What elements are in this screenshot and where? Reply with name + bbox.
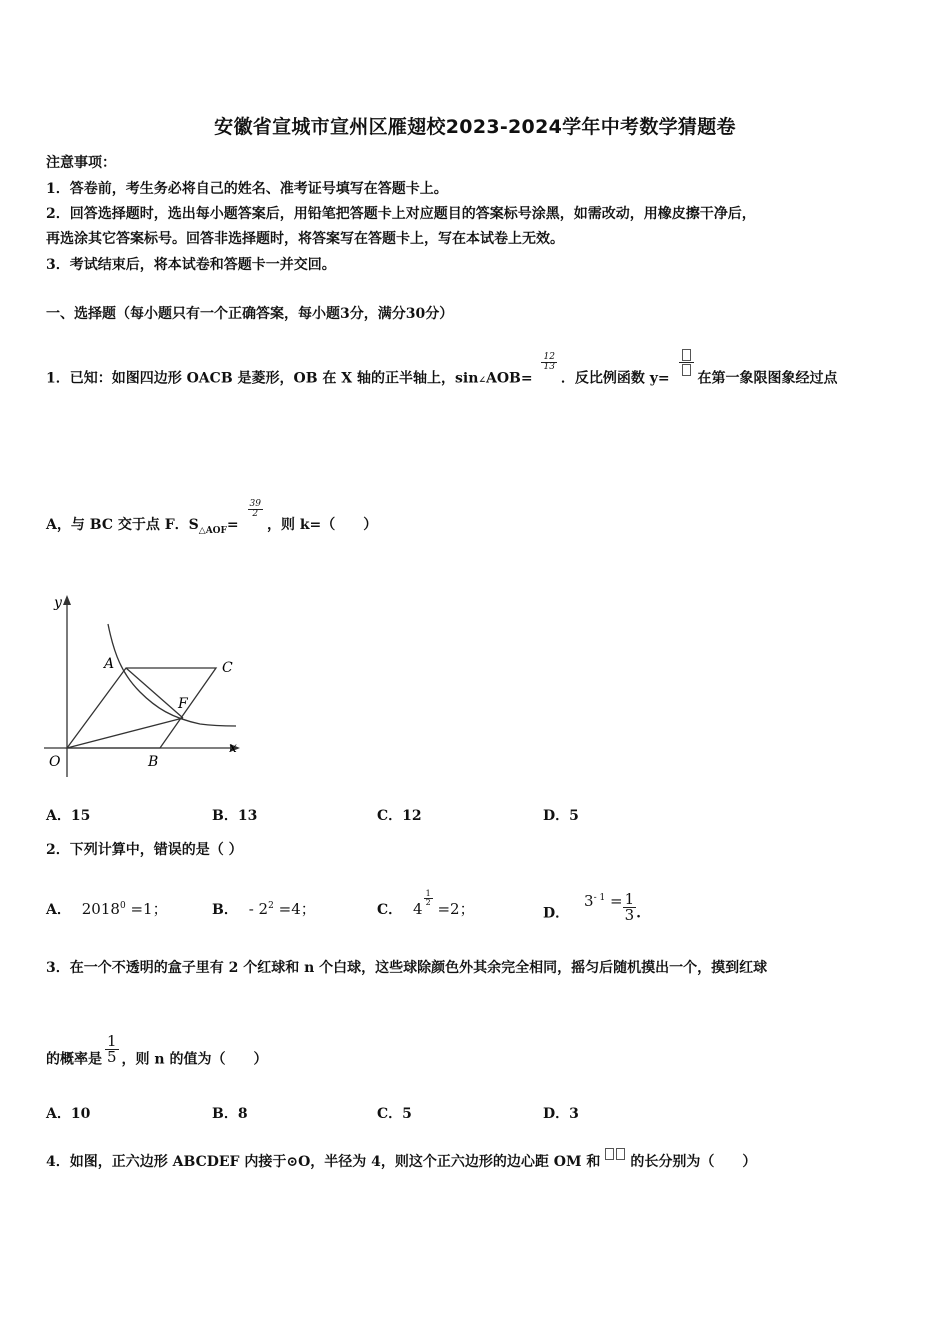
q2-b-label: B． (212, 902, 238, 918)
notice-line-1: 1．答卷前，考生务必将自己的姓名、准考证号填写在答题卡上。 (46, 181, 448, 197)
q1-text-2: AOB= (485, 370, 533, 387)
question-4-stem (46, 1151, 756, 1171)
q3-option-c[interactable]: C．5 (377, 1106, 412, 1122)
q2-c-base: 4 (413, 900, 423, 918)
missing-glyph-icon (616, 1148, 625, 1160)
q2-d-equals: = (609, 891, 623, 910)
q2-option-c[interactable] (377, 888, 475, 919)
q1-area-numerator: 39 (249, 498, 261, 509)
q1-option-c[interactable]: C．12 (377, 808, 422, 824)
q4-missing-glyphs (604, 1146, 626, 1162)
q1-text-5: A，与 BC 交于点 F．S (46, 517, 199, 533)
question-1-line-2 (46, 498, 378, 536)
rhombus-hyperbola-figure (40, 592, 250, 782)
q3-text-2: ，则 n 的值为（ ） (121, 1051, 268, 1068)
q2-d-base: 3 (584, 891, 594, 910)
q3-text-1: 的概率是 (46, 1051, 102, 1068)
q1-text-7: ，则 k=（ ） (266, 517, 378, 533)
q3-option-b[interactable]: B．8 (212, 1106, 248, 1122)
q1-area-denominator: 2 (252, 508, 259, 519)
notice-line-2a: 2．回答选择题时，选出每小题答案后，用铅笔把答题卡上对应题目的答案标号涂黑，如需改动，用橡皮擦干净后， (46, 206, 756, 222)
q2-option-a[interactable] (46, 898, 168, 919)
q2-a-label: A． (46, 902, 71, 918)
q4-text-2: 的长分别为（ ） (630, 1154, 757, 1170)
page-title: 安徽省宣城市宣州区雁翅校2023-2024学年中考数学猜题卷 (214, 116, 736, 138)
label-y: y (54, 595, 62, 611)
q1-k-over-x-fraction (679, 348, 694, 377)
q2-d-exponent: - 1 (593, 892, 606, 903)
q3-p-denominator: 5 (107, 1048, 117, 1066)
q3-probability-fraction (105, 1034, 119, 1065)
q1-text-1: 1．已知：如图四边形 OACB 是菱形，OB 在 X 轴的正半轴上，sin (46, 370, 479, 387)
label-a: A (104, 656, 115, 672)
q2-b-exponent: 2 (268, 901, 274, 911)
q1-sin-denominator: 13 (543, 362, 555, 372)
q1-area-subscript: △AOF (198, 525, 227, 536)
label-f: F (178, 696, 188, 712)
q2-c-exp-denominator: 2 (425, 897, 431, 907)
q2-c-exponent-fraction (424, 890, 433, 907)
q2-d-label: D． (543, 905, 570, 922)
section-heading: 一、选择题（每小题只有一个正确答案，每小题3分，满分30分） (46, 306, 454, 322)
missing-glyph-icon (682, 364, 691, 376)
q2-d-end: . (636, 905, 641, 922)
q4-text-1: 4．如图，正六边形 ABCDEF 内接于⊙O，半径为 4，则这个正六边形的边心距 OM 和 (46, 1154, 601, 1170)
q2-a-exponent: 0 (119, 901, 126, 911)
q2-a-base: 2018 (81, 900, 120, 918)
missing-glyph-icon (682, 349, 691, 361)
q1-option-b[interactable]: B．13 (212, 808, 258, 824)
q2-c-label: C． (377, 902, 403, 918)
q2-option-b[interactable] (212, 898, 316, 919)
q1-text-4: 在第一象限图象经过点 (697, 370, 838, 387)
q2-d-fraction (623, 892, 637, 923)
label-o: O (49, 754, 61, 770)
notice-heading: 注意事项： (46, 155, 116, 171)
question-3-line-2 (46, 1032, 268, 1075)
question-2-stem: 2．下列计算中，错误的是（ ） (46, 842, 243, 858)
segment-af (126, 668, 183, 718)
q2-c-exp-numerator: 1 (425, 888, 431, 898)
label-x: x (229, 740, 237, 756)
y-axis-arrow (63, 595, 71, 605)
q3-option-d[interactable]: D．3 (543, 1106, 579, 1122)
label-b: B (148, 754, 159, 770)
q1-option-a[interactable]: A．15 (46, 808, 91, 824)
notice-line-3: 3．考试结束后，将本试卷和答题卡一并交回。 (46, 257, 336, 273)
segment-of (67, 718, 183, 748)
rhombus-oacb (67, 668, 216, 748)
q1-sin-fraction (541, 353, 556, 372)
missing-glyph-icon (605, 1148, 614, 1160)
q1-text-6: = (226, 517, 239, 533)
q1-text-3: ．反比例函数 y= (560, 370, 670, 387)
q2-c-rest: =2； (437, 900, 475, 918)
q3-option-a[interactable]: A．10 (46, 1106, 91, 1122)
q2-d-numerator: 1 (624, 890, 635, 908)
q1-sin-numerator: 12 (543, 352, 555, 362)
question-3-line-1: 3．在一个不透明的盒子里有 2 个红球和 n 个白球，这些球除颜色外其余完全相同，摇匀后随机摸出一个，摸到红球 (46, 960, 768, 976)
q2-b-base: - 2 (248, 900, 269, 918)
q2-b-rest: =4； (278, 900, 316, 918)
q1-area-fraction (248, 500, 263, 519)
hyperbola-curve (108, 624, 236, 726)
q2-option-d[interactable] (543, 890, 641, 929)
notice-line-2b: 再选涂其它答案标号。回答非选择题时，将答案写在答题卡上，写在本试卷上无效。 (46, 231, 564, 247)
q1-option-d[interactable]: D．5 (543, 808, 579, 824)
question-1-line-1 (46, 352, 838, 393)
label-c: C (222, 660, 233, 676)
q3-p-numerator: 1 (107, 1032, 117, 1050)
q2-d-denominator: 3 (624, 906, 635, 924)
q1-angle-symbol: ∠ (478, 375, 486, 386)
q2-a-rest: =1； (130, 900, 168, 918)
